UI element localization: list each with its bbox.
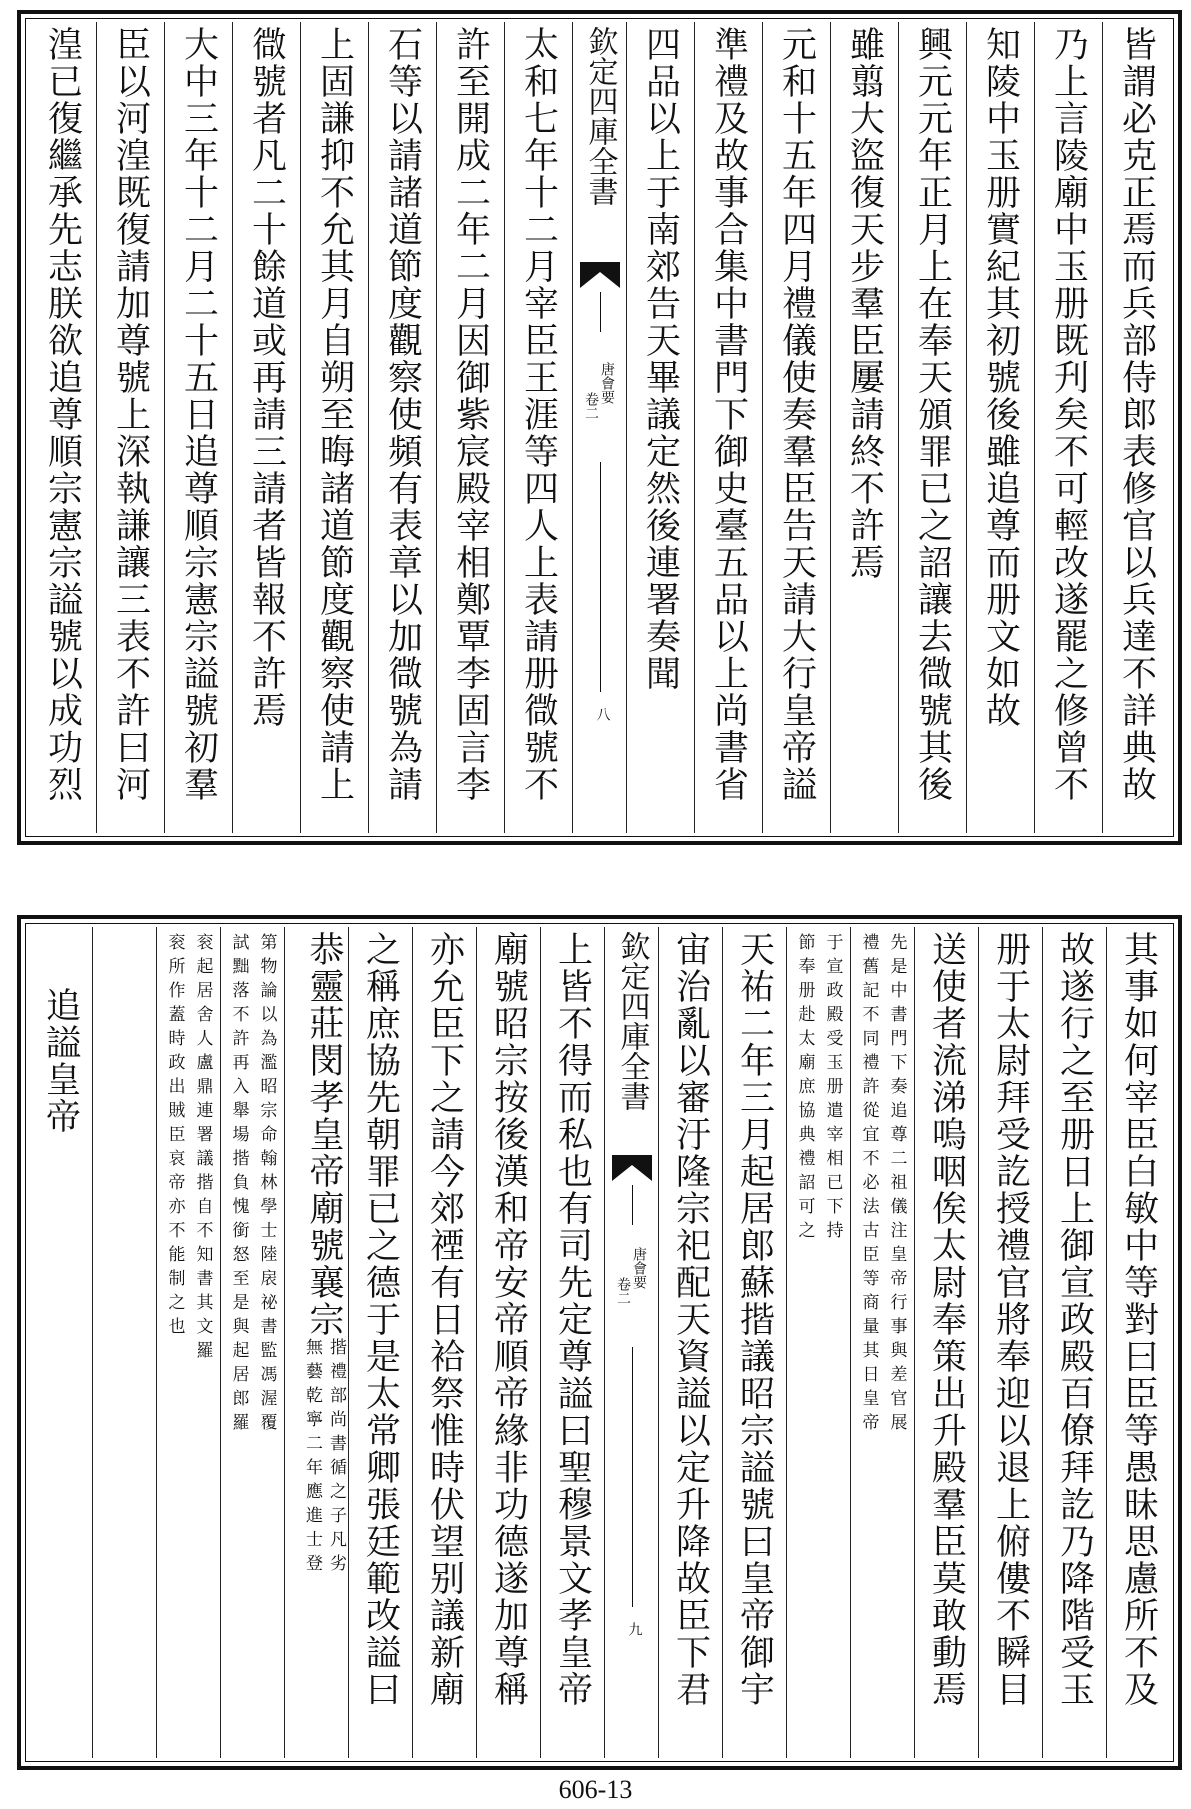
text-column [1034, 22, 1102, 833]
text-column [164, 22, 232, 833]
column-text: 皆謂必克正焉而兵部侍郎表修官以兵達不詳典故 [1116, 26, 1157, 803]
text-column [966, 22, 1034, 833]
spine-title: 欽定四庫全書 [614, 931, 650, 1111]
column-text: 恭靈莊閔孝皇帝廟號襄宗 [304, 931, 344, 1338]
text-column [540, 927, 604, 1758]
column-text: 之稱庶協先朝罪已之德于是太常卿張廷範改謚曰 [360, 931, 401, 1708]
note-line: 第物論以為濫昭宗命翰林學士陸扆祕書監馮渥覆 [256, 933, 277, 1437]
lower-columns [29, 927, 1170, 1758]
column-text: 故遂行之至册日上御宣政殿百僚拜訖乃降階受玉 [1054, 931, 1095, 1708]
note-column [786, 927, 850, 1758]
text-column [830, 22, 898, 833]
text-column [658, 927, 722, 1758]
fish-tail-icon [580, 262, 620, 288]
spine-rule [600, 292, 601, 332]
column-text: 四品以上于南郊告天畢議定然後連署奏聞 [640, 26, 681, 692]
column-text: 興元元年正月上在奉天頒罪已之詔讓去㣲號其後 [912, 26, 953, 803]
note-line: 禮舊記不同禮許從宜不必法古臣等商量其日皇帝 [858, 933, 879, 1437]
text-column [232, 22, 300, 833]
text-column [626, 22, 694, 833]
column-text: 知陵中玉册實紀其初號後雖追尊而册文如故 [980, 26, 1021, 729]
note-line: 先是中書門下奏追尊二祖儀注皇帝行事與差官展 [886, 933, 907, 1437]
note-line: 于宣政殿受玉册遣宰相已下持 [822, 933, 843, 1245]
spine-book-name: 唐會要 [599, 362, 615, 404]
text-column [978, 927, 1042, 1758]
chapter-heading: 追謚皇帝 [40, 987, 81, 1135]
text-column [300, 22, 368, 833]
text-column [1042, 927, 1106, 1758]
text-column [368, 22, 436, 833]
column-text: 册于太尉拜受訖授禮官將奉迎以退上俯僂不瞬目 [990, 931, 1031, 1708]
upper-columns [29, 22, 1170, 833]
column-text: 亦允臣下之請今郊禋有日袷祭惟時伏望别議新廟 [424, 931, 465, 1708]
spine-title: 欽定四庫全書 [582, 26, 618, 206]
folio-number: 九 [626, 1622, 643, 1636]
text-column [722, 927, 786, 1758]
spine-volume: 卷二 [615, 1277, 631, 1305]
column-text: 雖翦大盜復天步羣臣屢請終不許焉 [844, 26, 885, 581]
upper-folio-frame [17, 10, 1182, 845]
text-column [762, 22, 830, 833]
text-column [348, 927, 412, 1758]
note-line: 衮起居舍人盧鼎連署議揩自不知書其文羅 [192, 933, 213, 1365]
column-text: 上固謙抑不允其月自朔至晦諸道節度觀察使請上 [314, 26, 355, 803]
column-text: 大中三年十二月二十五日追尊順宗憲宗謚號初羣 [178, 26, 219, 803]
text-column [476, 927, 540, 1758]
spine-volume: 卷二 [583, 392, 599, 420]
note-line: 衮所作蓋時政出賊臣哀帝亦不能制之也 [164, 933, 185, 1341]
text-column [914, 927, 978, 1758]
lower-folio-frame [17, 915, 1182, 1770]
note-column [850, 927, 914, 1758]
column-text: 送使者流涕嗚咽俟太尉奉策出升殿羣臣莫敢動焉 [926, 931, 967, 1708]
text-column [898, 22, 966, 833]
spine-rule [632, 1347, 633, 1607]
text-column [412, 927, 476, 1758]
fish-tail-icon [612, 1155, 652, 1181]
text-column [29, 22, 96, 833]
note-line: 試黜落不許再入舉場揩負愧銜怒至是與起居郎羅 [228, 933, 249, 1437]
note-line: 揩禮部尚書循之子凡劣 [326, 1338, 346, 1578]
column-text: 湟已復繼承先志朕欲追尊順宗憲宗謚號以成功烈 [42, 26, 83, 803]
column-text: 石等以請諸道節度觀察使頻有表章以加㣲號為請 [382, 26, 423, 803]
note-column [220, 927, 284, 1758]
spine-book-name: 唐會要 [631, 1247, 647, 1289]
text-column [96, 22, 164, 833]
note-line: 節奉册赴太廟庶協典禮詔可之 [794, 933, 815, 1245]
center-spine [572, 22, 626, 833]
inline-note [285, 1338, 348, 1578]
text-column [1102, 22, 1170, 833]
column-text: 上皆不得而私也有司先定尊謚曰聖穆景文孝皇帝 [552, 931, 593, 1708]
column-text: 太和七年十二月宰臣王涯等四人上表請册㣲號不 [518, 26, 559, 803]
column-text: 廟號昭宗按後漢和帝安帝順帝緣非功德遂加尊稱 [488, 931, 529, 1708]
blank-column [92, 927, 156, 1758]
text-column [1106, 927, 1170, 1758]
mixed-column [284, 927, 348, 1758]
text-column [504, 22, 572, 833]
column-text: 準禮及故事合集中書門下御史臺五品以上尚書省 [708, 26, 749, 803]
mixed-column-content [285, 931, 348, 1578]
column-text: 㣲號者凡二十餘道或再請三請者皆報不許焉 [246, 26, 287, 729]
column-text: 許至開成二年二月因御紫宸殿宰相鄭覃李固言李 [450, 26, 491, 803]
column-text: 宙治亂以審汙隆宗祀配天資謚以定升降故臣下君 [670, 931, 711, 1708]
chapter-column [29, 927, 92, 1758]
text-column [694, 22, 762, 833]
column-text: 臣以河湟既復請加尊號上深執謙讓三表不許曰河 [110, 26, 151, 803]
note-line: 無藝乾寧二年應進士登 [302, 1338, 322, 1578]
page-number: 606-13 [558, 1775, 633, 1804]
column-text: 元和十五年四月禮儀使奏羣臣告天請大行皇帝謚 [776, 26, 817, 803]
folio-number: 八 [594, 707, 611, 721]
center-spine [604, 927, 658, 1758]
column-text: 乃上言陵廟中玉册既刋矣不可輕改遂罷之修曾不 [1048, 26, 1089, 803]
spine-rule [600, 462, 601, 692]
column-text: 天祐二年三月起居郎蘇揩議昭宗謚號曰皇帝御宇 [734, 931, 775, 1708]
note-column [156, 927, 220, 1758]
column-text: 其事如何宰臣白敏中等對曰臣等愚昧思慮所不及 [1118, 931, 1159, 1708]
spine-rule [632, 1185, 633, 1225]
text-column [436, 22, 504, 833]
